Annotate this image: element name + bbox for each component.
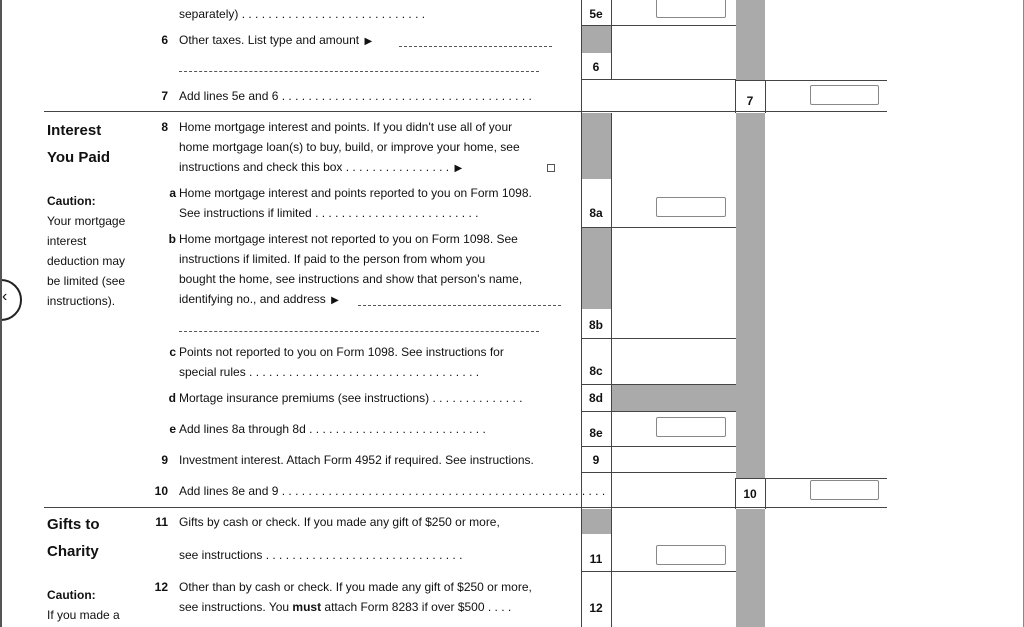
gray-column-8e xyxy=(736,411,765,478)
gray-cell-11 xyxy=(582,509,611,534)
box-label-8d: 8d xyxy=(588,391,603,405)
row-rule xyxy=(581,338,736,339)
line-5e-cont: separately) . . . . . . . . . . . . . . . . . . . . . . . . . . . . xyxy=(179,7,426,21)
line-12-text-1: Other than by cash or check. If you made any gift of $250 or more, xyxy=(179,580,532,594)
line-number-9: 9 xyxy=(161,453,168,467)
gray-cell-8 xyxy=(582,113,611,179)
row-rule xyxy=(581,472,736,473)
line-9-text: Investment interest. Attach Form 4952 if required. See instructions. xyxy=(179,453,534,467)
amount-input-8e[interactable] xyxy=(656,417,726,437)
amount-input-7[interactable] xyxy=(810,85,879,105)
line-number-10: 10 xyxy=(154,484,168,498)
box-label-8a: 8a xyxy=(589,206,603,220)
line-10-text: Add lines 8e and 9 . . . . . . . . . . . . . . . . . . . . . . . . . . . . . . . . . . . . . . . . . . . . . . . . . xyxy=(179,484,606,498)
gray-column-mid xyxy=(736,113,765,384)
line-8-checkbox[interactable] xyxy=(547,164,555,172)
interest-title-line1: Interest xyxy=(47,122,102,139)
caution2-label: Caution: xyxy=(47,588,96,602)
amount-input-5e[interactable] xyxy=(656,0,726,18)
box-label-6: 6 xyxy=(592,60,600,74)
line-number-7: 7 xyxy=(161,89,168,103)
gray-cell-6 xyxy=(582,26,611,53)
interest-title xyxy=(47,117,110,171)
row-rule xyxy=(581,25,736,26)
row-rule xyxy=(581,384,736,385)
line-8c-text-1: Points not reported to you on Form 1098. See instructions for xyxy=(179,345,504,359)
line-number-6: 6 xyxy=(161,33,168,47)
gifts-title xyxy=(47,511,100,565)
caution-text-line: instructions). xyxy=(47,294,116,308)
line-8a-text-1: Home mortgage interest and points reported to you on Form 1098. xyxy=(179,186,532,200)
amount-input-10[interactable] xyxy=(810,480,879,500)
line-8b-dashline-2[interactable] xyxy=(179,331,539,332)
section-divider-gifts xyxy=(44,507,887,508)
box-label-7: 7 xyxy=(746,94,754,108)
caution-text xyxy=(47,211,125,311)
box-label-8c: 8c xyxy=(589,364,603,378)
row-rule xyxy=(581,411,736,412)
line-8b-text-4: identifying no., and address ▶ xyxy=(179,292,339,306)
gray-column-bottom xyxy=(736,509,765,627)
line-8-text-1: Home mortgage interest and points. If you didn't use all of your xyxy=(179,120,513,134)
line-7-text: Add lines 5e and 6 . . . . . . . . . . . . . . . . . . . . . . . . . . . . . . . . . . . . . . xyxy=(179,89,532,103)
prev-page-button[interactable] xyxy=(0,279,22,321)
caution2-text: If you made a xyxy=(47,608,120,622)
amount-input-11[interactable] xyxy=(656,545,726,565)
box-label-12: 12 xyxy=(589,601,603,615)
box-label-9: 9 xyxy=(592,453,600,467)
row-rule xyxy=(581,227,736,228)
gifts-title-line1: Gifts to xyxy=(47,516,100,533)
chevron-left-icon: ‹ xyxy=(2,288,8,305)
row-rule xyxy=(581,571,736,572)
line-6-dashline[interactable] xyxy=(399,46,552,47)
gray-cell-8b xyxy=(582,227,611,309)
box-label-11: 11 xyxy=(589,552,603,566)
col-divider-amount-top xyxy=(611,0,612,80)
caution-text-line: deduction may xyxy=(47,254,126,268)
line-11-text-2: see instructions . . . . . . . . . . . . . . . . . . . . . . . . . . . . . . xyxy=(179,548,463,562)
gray-column-top xyxy=(736,0,765,80)
line-8e-text: Add lines 8a through 8d . . . . . . . . . . . . . . . . . . . . . . . . . . . xyxy=(179,422,486,436)
caution-text-line: Your mortgage xyxy=(47,214,126,228)
line-8b-text-3: bought the home, see instructions and show that person's name, xyxy=(179,272,523,286)
line-number-8: 8 xyxy=(161,120,168,134)
interest-title-line2: You Paid xyxy=(47,149,111,166)
line-letter-d: d xyxy=(168,391,176,405)
row-rule xyxy=(735,478,887,479)
line-number-12: 12 xyxy=(154,580,168,594)
line-6-dashline-2[interactable] xyxy=(179,71,539,72)
col-divider xyxy=(765,80,766,113)
caution-label: Caution: xyxy=(47,194,96,208)
caution-text-line: be limited (see xyxy=(47,274,126,288)
box-label-8e: 8e xyxy=(589,426,603,440)
gifts-title-line2: Charity xyxy=(47,543,99,560)
gray-block-8d xyxy=(612,384,765,411)
line-8d-text: Mortage insurance premiums (see instructions) . . . . . . . . . . . . . . xyxy=(179,391,523,405)
row-rule xyxy=(735,80,887,81)
line-6-text: Other taxes. List type and amount ▶ xyxy=(179,33,373,47)
line-letter-c: c xyxy=(169,345,176,359)
box-label-10: 10 xyxy=(743,487,757,501)
line-8-text-3: instructions and check this box . . . . . . . . . . . . . . . . ▶ xyxy=(179,160,463,174)
line-11-text-1: Gifts by cash or check. If you made any gift of $250 or more, xyxy=(179,515,500,529)
row-rule xyxy=(581,446,736,447)
box-label-5e: 5e xyxy=(589,7,603,21)
section-divider-interest xyxy=(44,111,887,112)
line-8a-text-2: See instructions if limited . . . . . . . . . . . . . . . . . . . . . . . . . xyxy=(179,206,479,220)
line-12-text-2: see instructions. You must attach Form 8283 if over $500 . . . . xyxy=(179,600,512,614)
col-divider xyxy=(765,478,766,509)
caution-text-line: interest xyxy=(47,234,87,248)
line-8-text-2: home mortgage loan(s) to buy, build, or improve your home, see xyxy=(179,140,520,154)
line-number-11: 11 xyxy=(155,515,168,529)
box-label-8b: 8b xyxy=(588,318,603,332)
line-8c-text-2: special rules . . . . . . . . . . . . . . . . . . . . . . . . . . . . . . . . . . . xyxy=(179,365,480,379)
line-letter-a: a xyxy=(169,186,176,200)
col-divider-amount xyxy=(611,113,612,627)
row-rule xyxy=(581,79,736,80)
line-8b-text-2: instructions if limited. If paid to the person from whom you xyxy=(179,252,486,266)
line-letter-b: b xyxy=(168,232,176,246)
amount-input-8a[interactable] xyxy=(656,197,726,217)
line-8b-dashline[interactable] xyxy=(358,305,561,306)
line-8b-text-1: Home mortgage interest not reported to you on Form 1098. See xyxy=(179,232,518,246)
line-letter-e: e xyxy=(169,422,176,436)
